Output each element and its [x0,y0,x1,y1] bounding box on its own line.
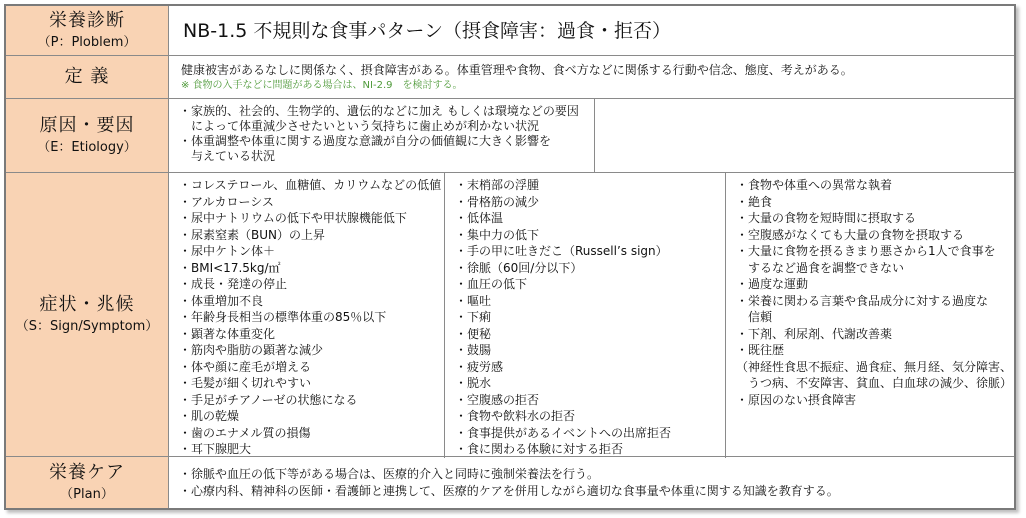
list-item: （神経性食思不振症、過食症、無月経、気分障害、 [736,359,1013,374]
list-item: ・毛髪が細く切れやすい [179,376,312,390]
list-item: ・末梢部の浮腫 [455,178,540,192]
list-item: ・集中力の低下 [455,227,540,242]
list-item: ・顕著な体重変化 [179,326,276,341]
list-item: ・血圧の低下 [455,277,528,291]
list-item: ・成長・発達の停止 [179,277,288,291]
diagnosis-sub-label: （P：Ploblem） [37,35,137,50]
list-item: ・耳下腺肥大 [179,442,252,456]
list-item: ・下剤、利尿剤、代謝改善薬 [736,326,893,341]
list-item: ・脱水 [455,376,492,390]
list-item: ・既往歴 [736,343,785,357]
list-item: ・便秘 [455,326,492,341]
list-item: ・空腹感がなくても大量の食物を摂取する [736,227,965,242]
list-item: ・肌の乾燥 [179,409,240,423]
list-item: ・手足がチアノーゼの状態になる [179,392,358,407]
symptoms-label: 症状・兆候 [39,294,135,315]
list-item: ・BMI<17.5kg/㎡ [179,260,281,275]
list-item: うつ病、不安障害、貧血、白血球の減少、徐脈） [736,376,1013,390]
symptoms-cell [169,173,1014,457]
list-item: ・絶食 [736,194,773,209]
definition-label-cell [6,56,169,99]
list-item: ・嘔吐 [455,293,492,308]
list-item: 与えている状況 [179,149,276,163]
symptoms-column-2 [444,173,725,458]
etiology-label-cell [6,99,169,173]
list-item: ・骨格筋の減少 [455,194,540,209]
list-item: ・尿中ケトン体＋ [179,244,276,258]
etiology-label: 原因・要因 [39,115,135,136]
plan-cell [169,457,1014,508]
list-item: ・心療内科、精神科の医師・看護師と連携して、医療的ケアを併用しながら適切な食事量や体重に関する知識を教育する。 [179,484,839,498]
list-item: ・歯のエナメル質の損傷 [179,425,311,440]
list-item: ・尿中ナトリウムの低下や甲状腺機能低下 [179,211,407,225]
symptoms-column-3 [725,173,1014,458]
list-item: ・栄養に関わる言葉や食品成分に対する過度な [736,293,989,308]
list-item: ・年齢身長相当の標準体重の85％以下 [179,310,387,324]
list-item: ・大量の食物を短時間に摂取する [736,211,917,225]
definition-note: ※ 食物の入手などに問題がある場合は、NI-2.9 を検討する。 [181,80,463,91]
etiology-sub-label: （E：Etiology） [37,140,137,155]
list-item: ・筋肉や脂肪の顕著な減少 [179,343,324,357]
list-item: ・体重増加不良 [179,293,264,308]
definition-label: 定 義 [64,66,110,87]
definition-cell [169,56,1014,99]
diagnosis-label: 栄養診断 [49,10,125,31]
nutrition-diagnosis-table [4,4,1016,510]
list-item: ・体や顔に産毛が増える [179,359,312,374]
list-item: ・徐脈や血圧の低下等がある場合は、医療的介入と同時に強制栄養法を行う。 [179,467,600,481]
symptoms-label-cell [6,173,169,457]
list-item: ・アルカローシス [179,194,274,209]
etiology-cell [169,99,1014,173]
list-item: ・大量に食物を摂るきまり悪さから1人で食事を [736,244,996,258]
list-item: ・食物や体重への異常な執着 [736,178,893,192]
diagnosis-title-cell [169,6,1014,56]
list-item: ・尿素窒素（BUN）の上昇 [179,227,325,242]
list-item: ・下痢 [455,310,492,324]
plan-label-cell [6,457,169,508]
diagnosis-title: NB-1.5 不規則な食事パターン（摂食障害：過食・拒否） [183,19,671,42]
definition-text: 健康被害があるなしに関係なく、摂食障害がある。体重管理や食物、食べ方などに関係する行動や信念、態度、考えがある。 [181,63,853,77]
symptoms-sub-label: （S：Sign/Symptom） [15,319,159,334]
symptoms-column-1 [169,173,444,458]
list-item: ・徐脈（60回/分以下） [455,260,583,275]
list-item: ・低体温 [455,211,504,225]
list-item: ・疲労感 [455,359,504,374]
list-item: ・コレステロール、血糖値、カリウムなどの低値 [179,178,442,192]
list-item: によって体重減少させたいという気持ちに歯止めが利かない状況 [179,119,540,133]
list-item: ・食物や飲料水の拒否 [455,409,576,423]
list-item: するなど過食を調整できない [736,260,905,275]
plan-label: 栄養ケア [49,462,125,483]
list-item: ・鼓腸 [455,343,492,357]
symptoms-grid [169,173,1014,456]
list-item: ・過度な運動 [736,277,809,291]
list-item: ・体重調整や体重に関する過度な意識が自分の価値観に大きく影響を [179,134,552,148]
list-item: ・空腹感の拒否 [455,392,540,407]
diagnosis-label-cell [6,6,169,56]
list-item: ・家族的、社会的、生物学的、遺伝的などに加え もしくは環境などの要因 [179,104,579,118]
list-item: ・原因のない摂食障害 [736,392,857,407]
list-item: ・食事提供があるイベントへの出席拒否 [455,425,672,440]
etiology-list [169,99,595,172]
list-item: 信頼 [736,310,773,324]
list-item: ・手の甲に吐きだこ（Russell’s sign） [455,244,668,258]
list-item: ・食に関わる体験に対する拒否 [455,442,624,456]
plan-sub-label: （Plan） [60,487,114,502]
